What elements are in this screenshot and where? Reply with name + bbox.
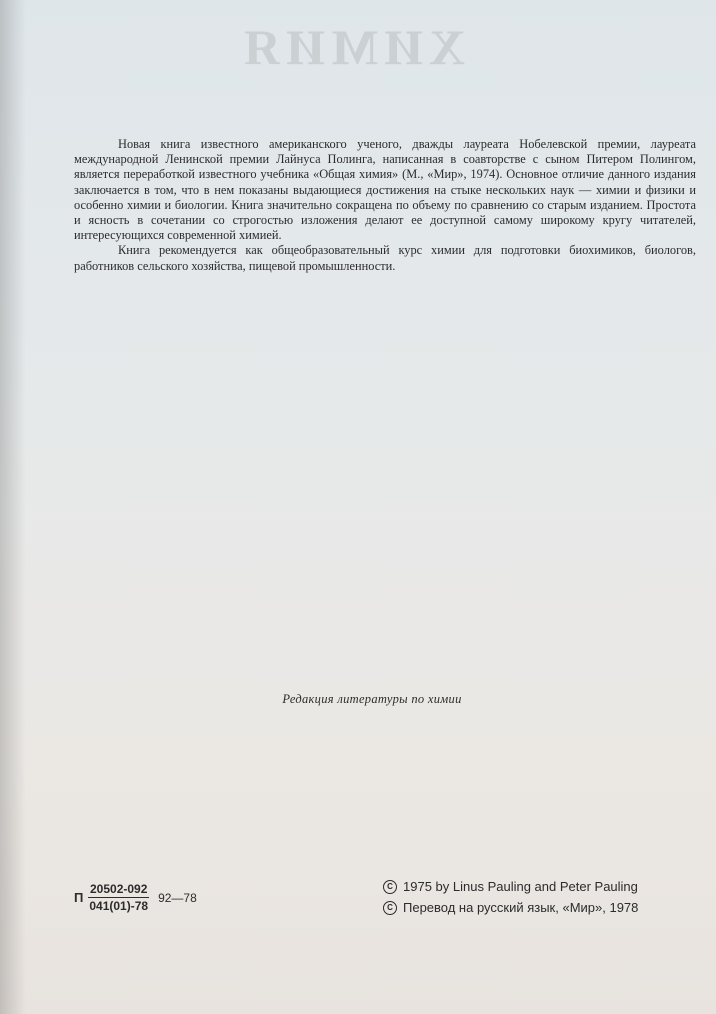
copyright-line-2 xyxy=(383,897,638,918)
copyright-text-2: Перевод на русский язык, «Мир», 1978 xyxy=(403,900,639,915)
index-numerator: 20502-092 xyxy=(90,882,148,896)
copyright-text-1: 1975 by Linus Pauling and Peter Pauling xyxy=(403,879,638,894)
index-letter: П xyxy=(74,890,84,905)
publication-index xyxy=(74,882,197,913)
copyright-block xyxy=(383,876,638,918)
page-edge-shadow xyxy=(0,0,26,1014)
abstract-paragraph-2: Книга рекомендуется как общеобразовательный курс химии для подготовки биохимиков, биологов, работников сельского хозяйства, пищевой промышленности. xyxy=(74,243,696,273)
index-fraction xyxy=(87,882,150,913)
index-suffix: 92—78 xyxy=(158,890,197,905)
copyright-line-1 xyxy=(383,876,638,897)
bleed-through-text: ХИМИЯ xyxy=(238,19,466,75)
index-denominator: 041(01)-78 xyxy=(89,899,149,913)
editorial-office: Редакция литературы по химии xyxy=(282,692,462,706)
copyright-icon: C xyxy=(383,901,397,915)
copyright-icon: C xyxy=(383,880,397,894)
abstract-paragraph-1: Новая книга известного американского ученого, дважды лауреата Нобелевской премии, лауреата международной Ленинской премии Лайнуса Полинга, написанная в соавторстве с сыном Питером Полингом, является переработкой известного учебника «Общая химия» (М., «Мир», 1974). Основное отличие данного издания заключается в том, что в нем показаны выдающиеся достижения на стыке нескольких наук — химии и физики и особенно химии и биологии. Книга значительно сокращена по объему по сравнению со старым изданием. Простота и ясность в сочетании со строгостью изложения делают ее доступной самому широкому кругу читателей, интересующихся современной химией. xyxy=(74,137,696,243)
book-abstract xyxy=(74,137,696,274)
